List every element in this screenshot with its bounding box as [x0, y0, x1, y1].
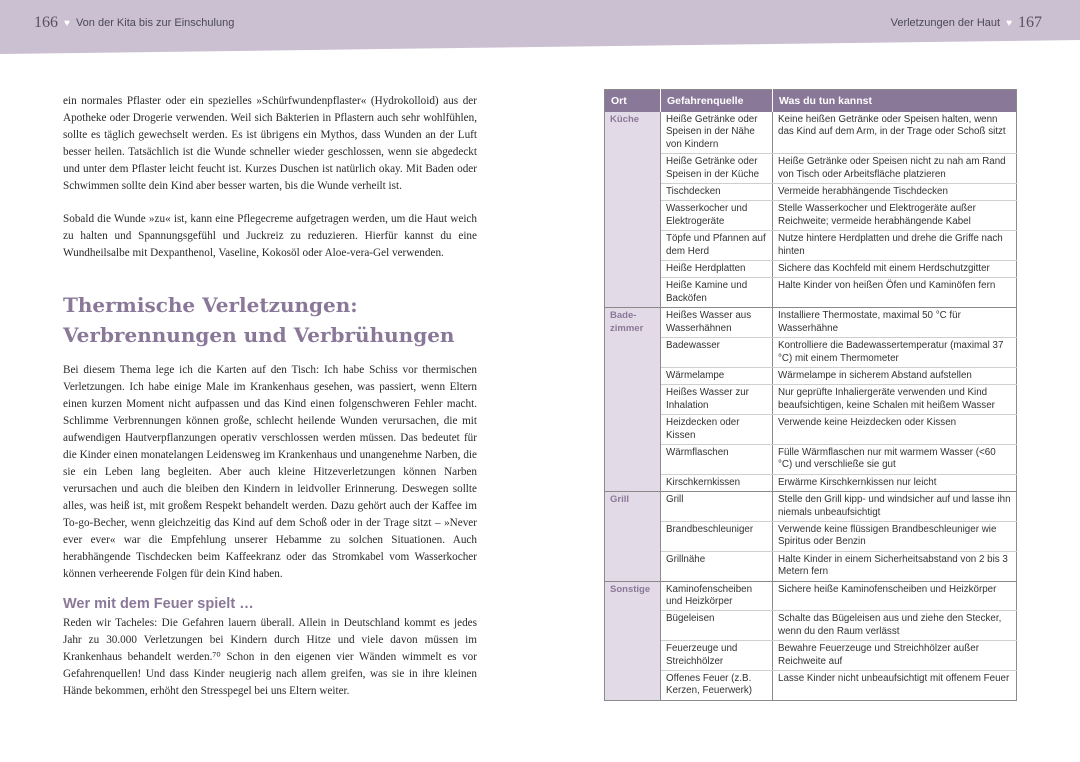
section-heading [63, 290, 477, 350]
action-cell: Keine heißen Getränke oder Speisen halten, wenn das Kind auf dem Arm, in der Trage oder Schoß sitzt [773, 112, 1017, 154]
table-row [605, 231, 1017, 261]
column-header: Ort [605, 90, 661, 113]
header-left [34, 14, 234, 32]
hazard-cell: Heizdecken oder Kissen [661, 415, 773, 445]
action-cell: Sichere das Kochfeld mit einem Herdschutzgitter [773, 261, 1017, 278]
hazard-cell: Offenes Feuer (z.B. Kerzen, Feuerwerk) [661, 671, 773, 701]
location-cell: Küche [605, 112, 661, 308]
table-row [605, 444, 1017, 474]
action-cell: Halte Kinder in einem Sicherheitsabstand von 2 bis 3 Metern fern [773, 551, 1017, 581]
table-row [605, 278, 1017, 308]
table-row [605, 492, 1017, 522]
hazard-cell: Grillnähe [661, 551, 773, 581]
table-row [605, 308, 1017, 338]
action-cell: Nutze hintere Herdplatten und drehe die Griffe nach hinten [773, 231, 1017, 261]
hazard-cell: Wärmflaschen [661, 444, 773, 474]
action-cell: Nur geprüfte Inhaliergeräte verwenden und Kind beaufsichtigen, keine Schalen mit heißem Wasser [773, 385, 1017, 415]
body-paragraph: Sobald die Wunde »zu« ist, kann eine Pflegecreme aufgetragen werden, um die Haut weich zu halten und Spannungsgefühl und Juckreiz zu reduzieren. Hierfür kannst du eine Wundheilsalbe mit Dexpanthenol, Vaseline, Kokosöl oder Aloe-vera-Gel verwenden. [63, 213, 477, 259]
table-row [605, 415, 1017, 445]
action-cell: Vermeide herabhängende Tischdecken [773, 184, 1017, 201]
hazard-cell: Heiße Kamine und Backöfen [661, 278, 773, 308]
action-cell: Bewahre Feuerzeuge und Streichhölzer außer Reichweite auf [773, 641, 1017, 671]
body-paragraph: ein normales Pflaster oder ein spezielles »Schürfwundenpflaster« (Hydrokolloid) aus der Apotheke oder Drogerie verwenden. Weil sich Bakterien in Pflastern auch sehr wohlfühlen, sollte es täglich gewechselt werden. Es ist übrigens ein Mythos, dass Wunden an der Luft besser heilen. Tatsächlich ist die Wunde schneller wieder geschlossen, wenn sie abgedeckt und unter dem Pflaster leicht feucht ist. Kurzes Duschen ist natürlich okay. Mit Baden oder Schwimmen sollte dein Kind aber besser warten, bis die Wunde verheilt ist. [63, 95, 477, 192]
table-row [605, 367, 1017, 384]
table-row [605, 154, 1017, 184]
table-row [605, 338, 1017, 368]
table-row [605, 671, 1017, 701]
action-cell: Wärmelampe in sicherem Abstand aufstellen [773, 367, 1017, 384]
heart-icon: ♥ [1006, 17, 1012, 29]
table-row [605, 261, 1017, 278]
column-header: Gefahrenquelle [661, 90, 773, 113]
table-row [605, 385, 1017, 415]
heart-icon: ♥ [64, 17, 70, 29]
action-cell: Stelle den Grill kipp- und windsicher auf und lasse ihn niemals unbeaufsichtigt [773, 492, 1017, 522]
hazard-cell: Heiße Getränke oder Speisen in der Nähe von Kindern [661, 112, 773, 154]
body-paragraph: Bei diesem Thema lege ich die Karten auf den Tisch: Ich habe Schiss vor thermischen Verletzungen. Ich habe einige Male im Krankenhaus gesehen, was passiert, wenn Eltern einen kurzen Moment nicht aufpassen und das Kind einen folgenschweren Fehler macht. Schlimme Verbrennungen können große, schlecht heilende Wunden verursachen, die mit aufwendigen Hautverpflanzungen operativ verschlossen werden müssen. Das bedeutet für die Kinder einen monatelangen Leidensweg im Krankenhaus und unangenehme Narben, die sie ein Leben lang begleiten. Aber auch kleine Hitzeverletzungen können Narben verursachen und auch die bleiben den Kindern in leidvoller Erinnerung. Deswegen sollte alles, was heiß ist, mit großem Respekt behandelt werden. Dazu gehört auch der Kaffee im To-go-Becher, wenn gleichzeitig das Kind auf dem Schoß oder in der Trage sitzt – »Never ever ever« war die Empfehlung unserer Hebamme zu solchen Situationen. Auch herabhängende Tischdecken beim Kaffeekranz oder das Stromkabel vom Wasserkocher können verheerende Folgen für dein Kind haben. [63, 364, 477, 580]
hazard-cell: Grill [661, 492, 773, 522]
action-cell: Fülle Wärmflaschen nur mit warmem Wasser (<60 °C) und verschließe sie gut [773, 444, 1017, 474]
table-row [605, 611, 1017, 641]
location-cell: Bade-zimmer [605, 308, 661, 492]
action-cell: Verwende keine flüssigen Brandbeschleuniger wie Spiritus oder Benzin [773, 521, 1017, 551]
location-cell: Sonstige [605, 581, 661, 700]
hazard-cell: Kirschkernkissen [661, 474, 773, 491]
action-cell: Heiße Getränke oder Speisen nicht zu nah am Rand von Tisch oder Arbeitsfläche platzieren [773, 154, 1017, 184]
hazard-cell: Kaminofenscheiben und Heizkörper [661, 581, 773, 611]
hazard-table [604, 89, 1017, 701]
running-title-right: Verletzungen der Haut [890, 17, 1001, 29]
running-title-left: Von der Kita bis zur Einschulung [75, 17, 235, 29]
page-number-right: 167 [1018, 14, 1042, 31]
hazard-cell: Heißes Wasser zur Inhalation [661, 385, 773, 415]
action-cell: Halte Kinder von heißen Öfen und Kaminöfen fern [773, 278, 1017, 308]
hazard-cell: Töpfe und Pfannen auf dem Herd [661, 231, 773, 261]
subsection-heading: Wer mit dem Feuer spielt … [63, 596, 254, 612]
table-row [605, 551, 1017, 581]
header-right [891, 14, 1042, 32]
column-header: Was du tun kannst [773, 90, 1017, 113]
action-cell: Stelle Wasserkocher und Elektrogeräte außer Reichweite; vermeide herabhängende Kabel [773, 201, 1017, 231]
table-row [605, 474, 1017, 491]
body-paragraph: Reden wir Tacheles: Die Gefahren lauern überall. Allein in Deutschland kommt es jedes Jahr zu 30.000 Verletzungen bei Kindern durch Hitze und viele davon müssen im Krankenhaus behandelt werden.⁷⁰ Schon in den eigenen vier Wänden wimmelt es vor Gefahrenquellen! Und dass Kinder neugierig nach allem greifen, was sie in ihre kleinen Hände bekommen, erhöht den Stresspegel bei uns Eltern weiter. [63, 617, 477, 697]
section-heading-line: Thermische Verletzungen: [63, 293, 358, 317]
hazard-cell: Badewasser [661, 338, 773, 368]
hazard-cell: Tischdecken [661, 184, 773, 201]
hazard-cell: Wasserkocher und Elektrogeräte [661, 201, 773, 231]
action-cell: Sichere heiße Kaminofenscheiben und Heizkörper [773, 581, 1017, 611]
action-cell: Installiere Thermostate, maximal 50 °C für Wasserhähne [773, 308, 1017, 338]
table-row [605, 581, 1017, 611]
left-page-body [63, 93, 477, 700]
hazard-cell: Brandbeschleuniger [661, 521, 773, 551]
action-cell: Erwärme Kirschkernkissen nur leicht [773, 474, 1017, 491]
table-row [605, 641, 1017, 671]
table-row [605, 521, 1017, 551]
action-cell: Schalte das Bügeleisen aus und ziehe den Stecker, wenn du den Raum verlässt [773, 611, 1017, 641]
location-cell: Grill [605, 492, 661, 581]
table-row [605, 184, 1017, 201]
action-cell: Kontrolliere die Badewassertemperatur (maximal 37 °C) mit einem Thermometer [773, 338, 1017, 368]
hazard-cell: Bügeleisen [661, 611, 773, 641]
table-header-row [605, 90, 1017, 113]
hazard-cell: Heiße Getränke oder Speisen in der Küche [661, 154, 773, 184]
action-cell: Verwende keine Heizdecken oder Kissen [773, 415, 1017, 445]
table-row [605, 112, 1017, 154]
page-number-left: 166 [34, 14, 58, 31]
action-cell: Lasse Kinder nicht unbeaufsichtigt mit offenem Feuer [773, 671, 1017, 701]
table-row [605, 201, 1017, 231]
hazard-cell: Feuerzeuge und Streichhölzer [661, 641, 773, 671]
hazard-cell: Heiße Herdplatten [661, 261, 773, 278]
section-heading-line: Verbrennungen und Verbrühungen [63, 323, 455, 347]
hazard-cell: Heißes Wasser aus Wasserhähnen [661, 308, 773, 338]
hazard-cell: Wärmelampe [661, 367, 773, 384]
